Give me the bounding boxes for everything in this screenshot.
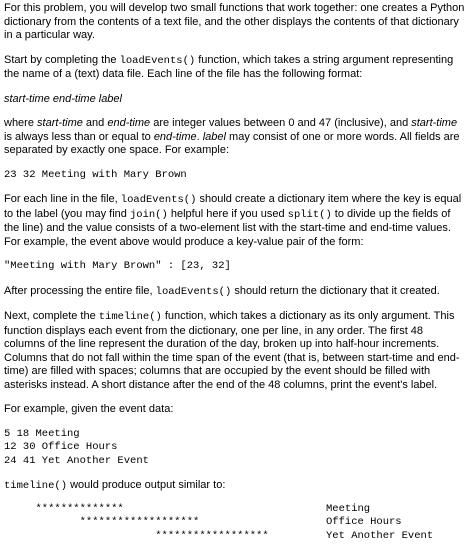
inline-code: split() [287, 208, 332, 221]
output-label: Meeting [326, 502, 371, 515]
output-row [4, 516, 467, 530]
text: and [82, 117, 108, 129]
text: . [196, 130, 203, 143]
text: After processing the entire file, [4, 284, 156, 297]
text: For each line in the file, [4, 193, 121, 205]
text: helpful here if you used [167, 207, 288, 220]
inline-code: loadEvents() [155, 285, 232, 298]
text: Next, complete the [4, 310, 99, 322]
output-row [4, 530, 467, 544]
fields-paragraph [4, 117, 467, 158]
key-value-example-code: "Meeting with Mary Brown" : [23, 32] [4, 260, 231, 272]
term: start-time [411, 117, 458, 129]
text: where [4, 117, 38, 129]
inline-code: loadEvents() [120, 194, 197, 206]
output-label: Yet Another Event [326, 529, 434, 542]
inline-code: loadEvents() [119, 54, 196, 67]
output-stars: ****************** [4, 529, 269, 542]
term: label [202, 130, 226, 143]
format-line: start-time end-time label [4, 92, 122, 105]
event-data-code [4, 428, 467, 469]
event-data-intro: For example, given the event data: [4, 403, 174, 415]
output-row [4, 503, 467, 517]
text: would produce output similar to: [67, 479, 226, 491]
text: should create a dictionary item where the key is equal to the label (you may find [4, 193, 462, 220]
inline-code: timeline() [4, 480, 68, 492]
term: end-time [153, 130, 197, 143]
text: should return the dictionary that it created. [231, 284, 440, 297]
example-line-code: 23 32 Meeting with Mary Brown [4, 168, 187, 181]
inline-code: timeline() [98, 311, 162, 323]
text: are integer values between 0 and 47 (inclusive), and [150, 117, 412, 129]
timeline-paragraph [4, 310, 467, 392]
output-stars: ************** [4, 502, 124, 515]
event-data-line: 24 41 Yet Another Event [4, 454, 149, 467]
text: may consist of one or more words. All fields are separated by exactly one space. For example: [4, 130, 460, 156]
output-label: Office Hours [326, 516, 402, 528]
text: function, which takes a string argument representing the name of a (text) data file. Each line of the file has the following format: [4, 53, 454, 80]
timeline-output [4, 503, 467, 544]
event-data-line: 12 30 Office Hours [4, 441, 118, 453]
term: start-time [37, 117, 83, 129]
text: Start by completing the [4, 53, 120, 66]
dictionary-paragraph [4, 193, 467, 249]
event-data-line: 5 18 Meeting [4, 427, 80, 440]
term: end-time [107, 117, 151, 129]
load-events-paragraph [4, 54, 467, 82]
intro-paragraph: For this problem, you will develop two small functions that work together: one creates a Python dictionary from the contents of a text file, and the other displays the contents of that dictionary in a particular way. [4, 2, 465, 41]
text: to divide up the fields of the line) and the value consists of a two-element list with the start-time and end-time values. For example, the event above would produce a key-value pair of the form: [4, 207, 451, 248]
text: is always less than or equal to [4, 130, 154, 143]
output-intro [4, 479, 467, 494]
output-stars: ******************* [4, 516, 200, 528]
inline-code: join() [129, 208, 168, 221]
return-paragraph [4, 285, 467, 300]
text: function, which takes a dictionary as its only argument. This function displays each event from the dictionary, one per line, in any order. The first 48 columns of the line represent the duration of the day, broken up into half-hour increments. Columns that do not fall within the time span of the event (that is, between start-time and end-time) are filled with spaces; columns that are occupied by the event should be filled with asterisks instead. A short distance after the end of the 48 columns, print the event's label. [4, 310, 460, 391]
